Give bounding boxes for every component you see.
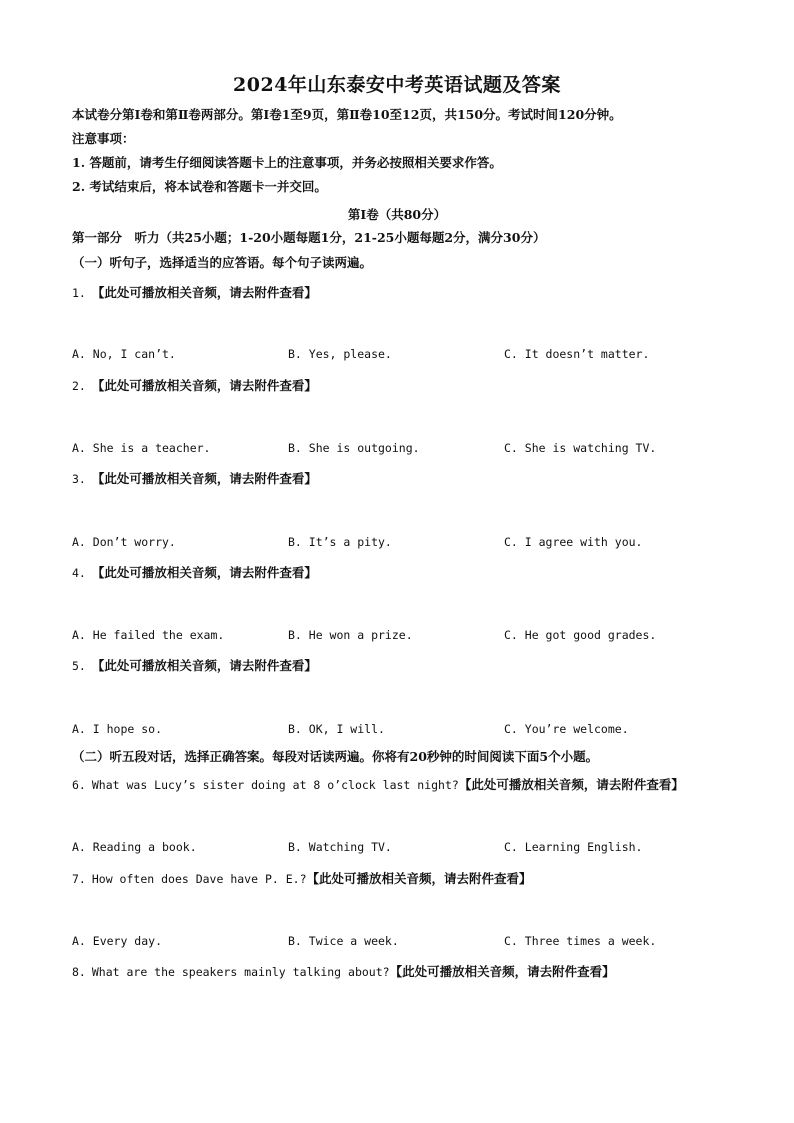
audio-placeholder[interactable]: 【此处可播放相关音频，请去附件查看】 <box>306 871 532 886</box>
question-text: What was Lucy’s sister doing at 8 o’clock last night? <box>91 778 459 792</box>
q7-option-c: C. Three times a week. <box>504 934 657 948</box>
question-3 <box>72 470 317 488</box>
q6-option-b: B. Watching TV. <box>288 840 392 854</box>
question-number: 5. <box>72 659 86 673</box>
audio-placeholder[interactable]: 【此处可播放相关音频，请去附件查看】 <box>389 964 615 979</box>
q4-option-a: A. He failed the exam. <box>72 628 225 642</box>
question-number: 6. <box>72 778 86 792</box>
audio-placeholder[interactable]: 【此处可播放相关音频，请去附件查看】 <box>458 777 684 792</box>
q3-option-b: B. It’s a pity. <box>288 535 392 549</box>
exam-intro: 本试卷分第Ⅰ卷和第Ⅱ卷两部分。第Ⅰ卷1至9页，第Ⅱ卷10至12页，共150分。考试时间120分钟。 <box>72 107 622 122</box>
question-5 <box>72 657 317 675</box>
question-7 <box>72 870 532 888</box>
q3-option-c: C. I agree with you. <box>504 535 643 549</box>
q4-option-b: B. He won a prize. <box>288 628 413 642</box>
audio-placeholder[interactable]: 【此处可播放相关音频，请去附件查看】 <box>91 471 317 486</box>
question-text: How often does Dave have P. E.? <box>91 872 307 886</box>
q5-option-a: A. I hope so. <box>72 722 163 736</box>
q7-option-a: A. Every day. <box>72 934 163 948</box>
question-6 <box>72 776 684 794</box>
question-number: 1. <box>72 286 86 300</box>
q2-option-a: A. She is a teacher. <box>72 441 211 455</box>
q2-option-b: B. She is outgoing. <box>288 441 420 455</box>
audio-placeholder[interactable]: 【此处可播放相关音频，请去附件查看】 <box>91 658 317 673</box>
notice-2: 2. 考试结束后，将本试卷和答题卡一并交回。 <box>72 179 327 194</box>
q7-option-b: B. Twice a week. <box>288 934 399 948</box>
q2-option-c: C. She is watching TV. <box>504 441 657 455</box>
q5-option-c: C. You’re welcome. <box>504 722 629 736</box>
q6-option-c: C. Learning English. <box>504 840 643 854</box>
q5-option-b: B. OK, I will. <box>288 722 385 736</box>
question-number: 7. <box>72 872 86 886</box>
section-2-heading: （二）听五段对话，选择正确答案。每段对话读两遍。你将有20秒钟的时间阅读下面5个小题。 <box>72 749 599 764</box>
notice-1: 1. 答题前，请考生仔细阅读答题卡上的注意事项，并务必按照相关要求作答。 <box>72 155 502 170</box>
q1-option-a: A. No, I can’t. <box>72 347 176 361</box>
question-text: What are the speakers mainly talking about? <box>91 965 390 979</box>
question-number: 2. <box>72 379 86 393</box>
audio-placeholder[interactable]: 【此处可播放相关音频，请去附件查看】 <box>91 565 317 580</box>
question-8 <box>72 963 615 981</box>
part-heading: 第一部分 听力（共25小题；1-20小题每题1分，21-25小题每题2分，满分30分） <box>72 230 546 245</box>
q3-option-a: A. Don’t worry. <box>72 535 176 549</box>
q6-option-a: A. Reading a book. <box>72 840 197 854</box>
question-4 <box>72 564 317 582</box>
q1-option-c: C. It doesn’t matter. <box>504 347 650 361</box>
question-2 <box>72 377 317 395</box>
q1-option-b: B. Yes, please. <box>288 347 392 361</box>
audio-placeholder[interactable]: 【此处可播放相关音频，请去附件查看】 <box>91 378 317 393</box>
section-1-heading: （一）听句子，选择适当的应答语。每个句子读两遍。 <box>72 255 373 270</box>
question-number: 4. <box>72 566 86 580</box>
notice-heading: 注意事项： <box>72 131 135 146</box>
question-number: 3. <box>72 472 86 486</box>
volume-heading: 第Ⅰ卷（共80分） <box>347 207 447 222</box>
q4-option-c: C. He got good grades. <box>504 628 657 642</box>
question-1 <box>72 284 317 302</box>
audio-placeholder[interactable]: 【此处可播放相关音频，请去附件查看】 <box>91 285 317 300</box>
page-title: 2024年山东泰安中考英语试题及答案 <box>233 74 561 96</box>
question-number: 8. <box>72 965 86 979</box>
